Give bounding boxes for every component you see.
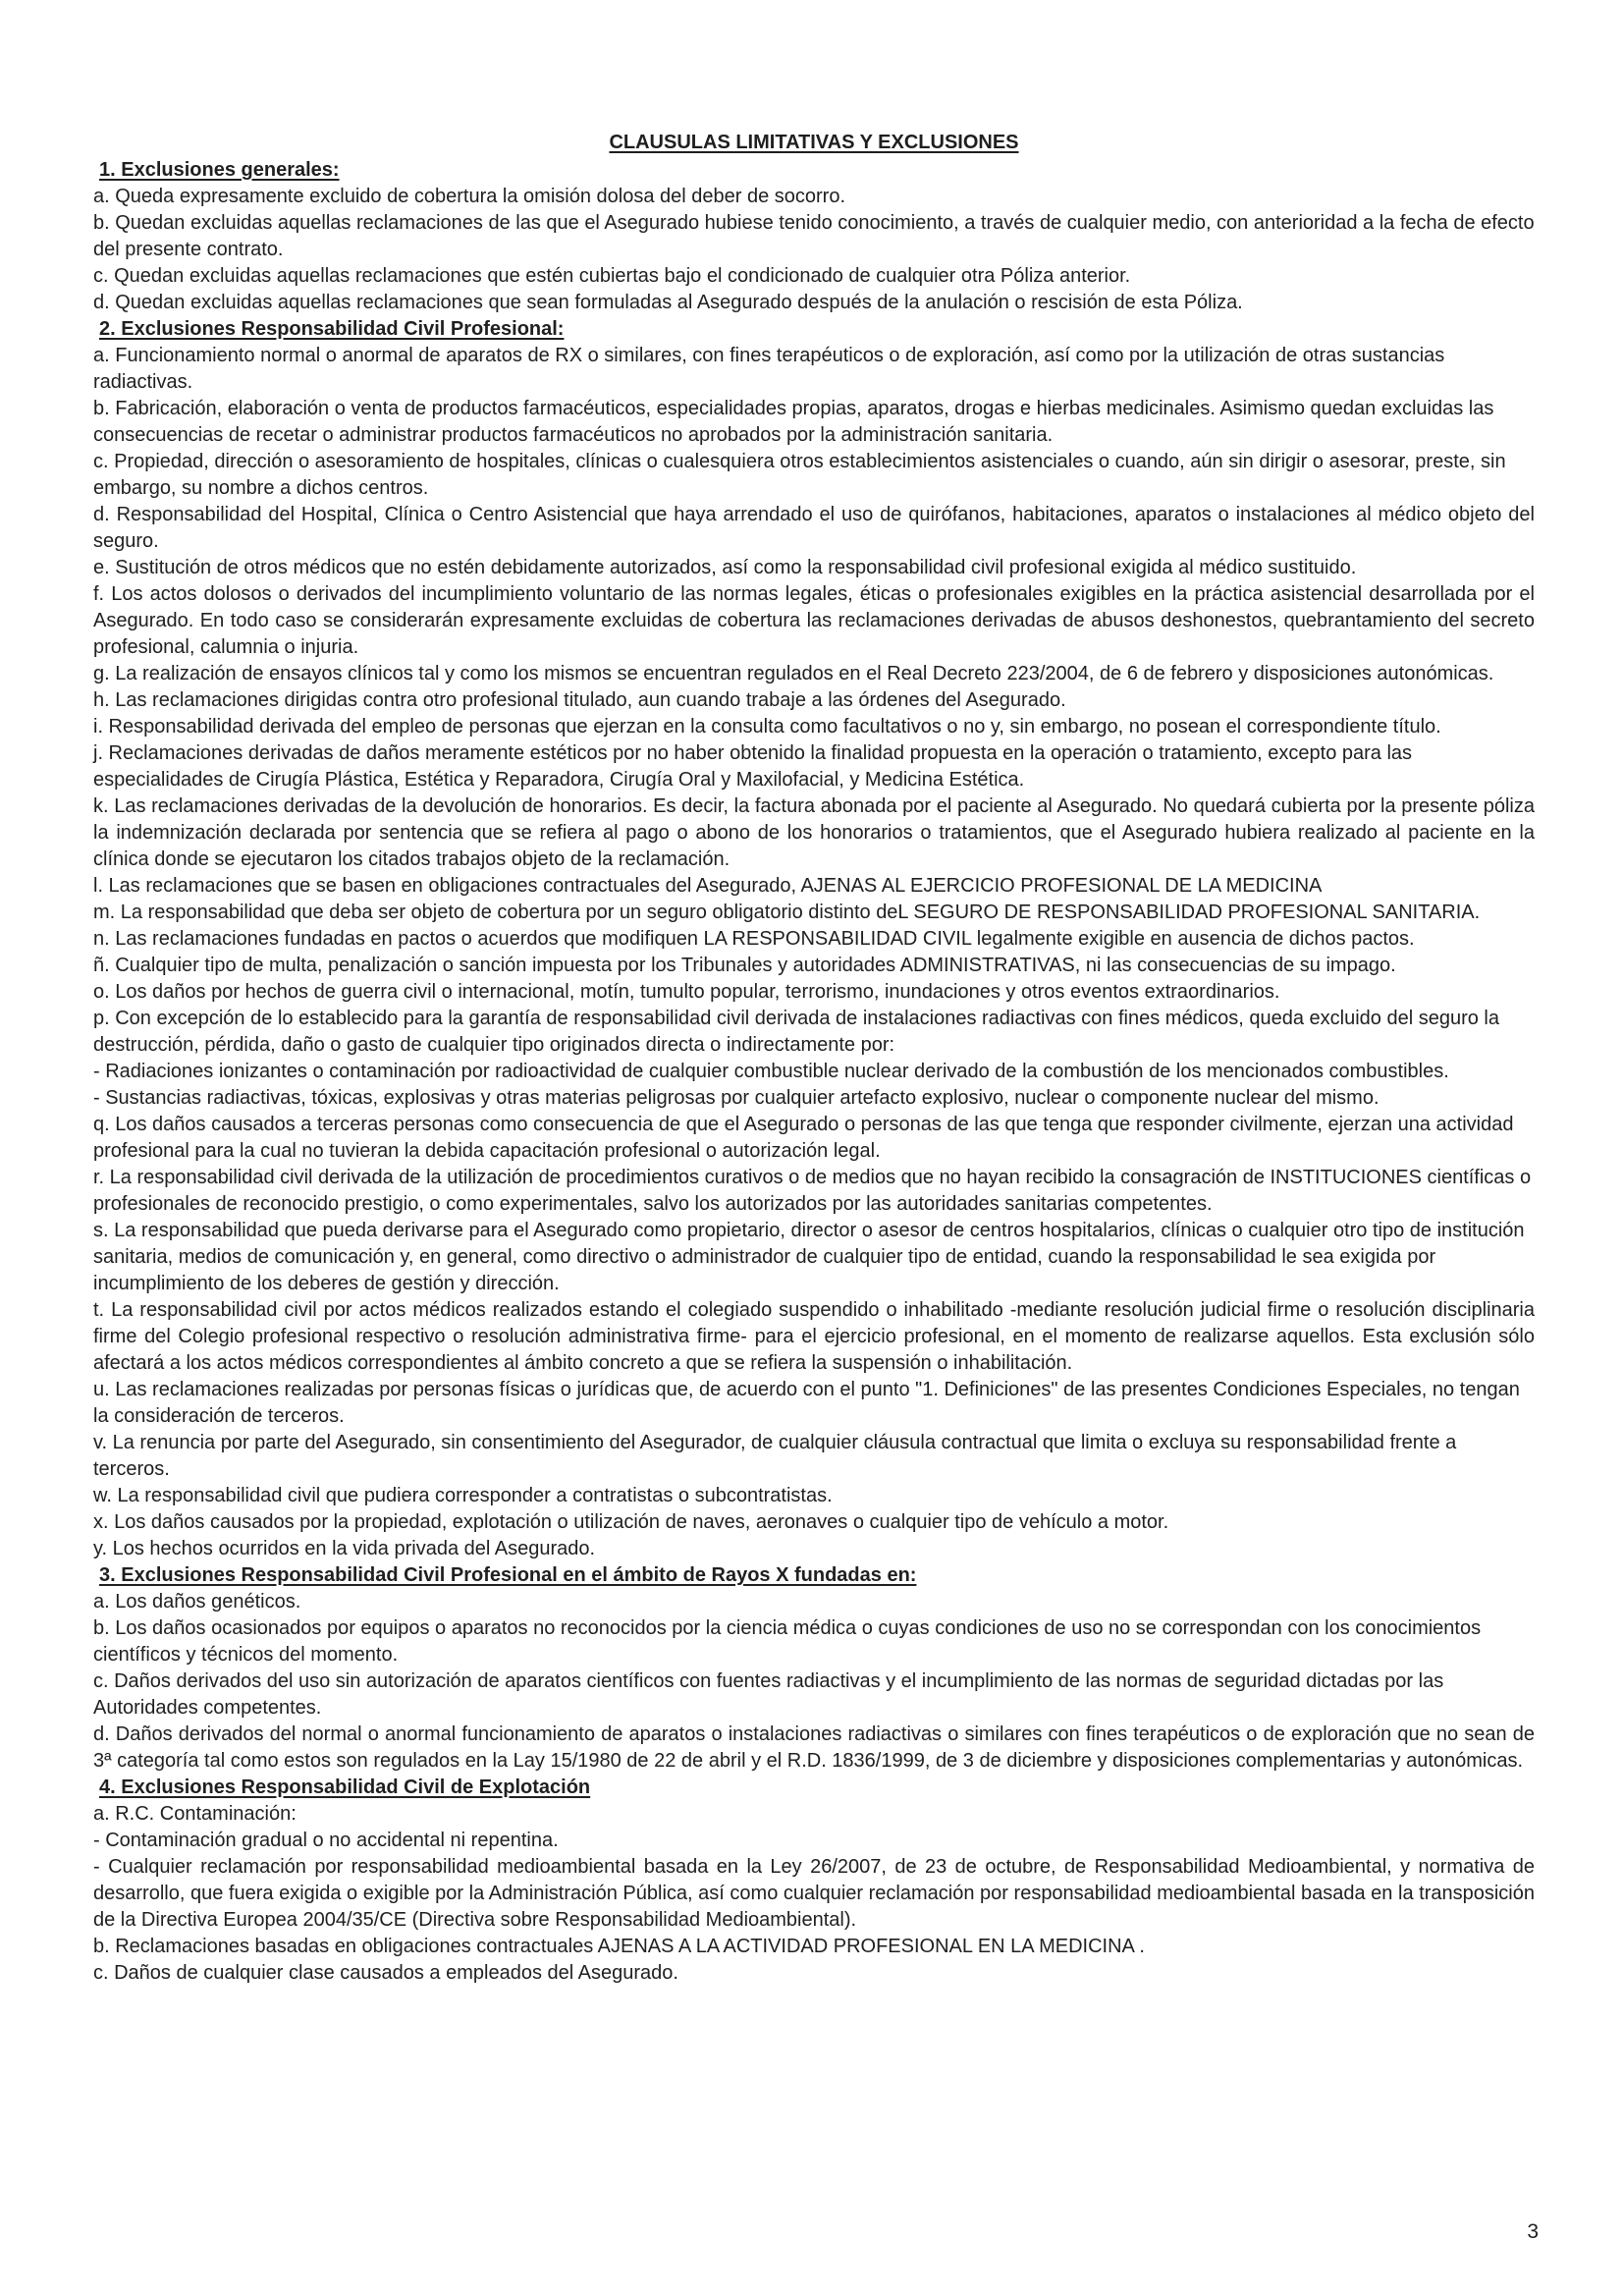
document-content: [93, 130, 1535, 1987]
clause-item: n. Las reclamaciones fundadas en pactos o acuerdos que modifiquen LA RESPONSABILIDAD CIVIL legalmente exigible en ausencia de dichos pactos.: [93, 928, 1415, 950]
clause-item: y. Los hechos ocurridos en la vida privada del Asegurado.: [93, 1538, 596, 1559]
clause-item: s. La responsabilidad que pueda derivarse para el Asegurado como propietario, director o asesor de centros hospitalarios, clínicas o cualquier otro tipo de institución sanitaria, medios de comunicación y, en general, como directivo o administrador de cualquier tipo de entidad, cuando la responsabilidad le sea exigida por incumplimiento de los deberes de gestión y dirección.: [93, 1220, 1525, 1294]
clause-item: x. Los daños causados por la propiedad, explotación o utilización de naves, aeronaves o cualquier tipo de vehículo a motor.: [93, 1511, 1169, 1533]
clause-item: h. Las reclamaciones dirigidas contra otro profesional titulado, aun cuando trabaje a las órdenes del Asegurado.: [93, 689, 1066, 711]
clause-item: d. Daños derivados del normal o anormal funcionamiento de aparatos o instalaciones radiactivas o similares con fines terapéuticos o de exploración que no sean de 3ª categoría tal como estos son regulados en la Lay 15/1980 de 22 de abril y el R.D. 1836/1999, de 3 de diciembre y disposiciones complementarias y autonómicas.: [93, 1723, 1535, 1772]
clause-item: - Contaminación gradual o no accidental ni repentina.: [93, 1830, 559, 1851]
clause-item: b. Fabricación, elaboración o venta de productos farmacéuticos, especialidades propias, aparatos, drogas e hierbas medicinales. Asimismo quedan excluidas las consecuencias de recetar o administrar productos farmacéuticos no aprobados por la administración sanitaria.: [93, 398, 1494, 446]
clause-item: t. La responsabilidad civil por actos médicos realizados estando el colegiado suspendido o inhabilitado -mediante resolución judicial firme o resolución disciplinaria firme del Colegio profesional respectivo o resolución administrativa firme- para el ejercicio profesional, en el momento de realizarse aquellos. Esta exclusión sólo afectará a los actos médicos correspondientes al ámbito concreto a que se refiera la suspensión o inhabilitación.: [93, 1299, 1535, 1374]
clause-item: v. La renuncia por parte del Asegurado, sin consentimiento del Asegurador, de cualquier cláusula contractual que limita o excluya su responsabilidad frente a terceros.: [93, 1432, 1457, 1480]
clause-item: e. Sustitución de otros médicos que no estén debidamente autorizados, así como la responsabilidad civil profesional exigida al médico sustituido.: [93, 557, 1357, 578]
clause-item: c. Daños derivados del uso sin autorización de aparatos científicos con fuentes radiactivas y el incumplimiento de las normas de seguridad dictadas por las Autoridades competentes.: [93, 1670, 1444, 1719]
clause-item: d. Quedan excluidas aquellas reclamaciones que sean formuladas al Asegurado después de la anulación o rescisión de esta Póliza.: [93, 292, 1243, 313]
clause-item: b. Quedan excluidas aquellas reclamaciones de las que el Asegurado hubiese tenido conocimiento, a través de cualquier medio, con anterioridad a la fecha de efecto del presente contrato.: [93, 212, 1535, 260]
clause-item: w. La responsabilidad civil que pudiera corresponder a contratistas o subcontratistas.: [93, 1485, 833, 1506]
clause-item: u. Las reclamaciones realizadas por personas físicas o jurídicas que, de acuerdo con el punto "1. Definiciones" de las presentes Condiciones Especiales, no tengan la consideración de terceros.: [93, 1379, 1520, 1427]
clause-item: k. Las reclamaciones derivadas de la devolución de honorarios. Es decir, la factura abonada por el paciente al Asegurado. No quedará cubierta por la presente póliza la indemnización declarada por sentencia que se refiera al pago o abono de los honorarios o tratamientos, que el Asegurado hubiera realizado al paciente en la clínica donde se ejecutaron los citados trabajos objeto de la reclamación.: [93, 795, 1535, 870]
clause-item: - Cualquier reclamación por responsabilidad medioambiental basada en la Ley 26/2007, de 23 de octubre, de Responsabilidad Medioambiental, y normativa de desarrollo, que fuera exigida o exigible por la Administración Pública, así como cualquier reclamación por responsabilidad medioambiental basada en la transposición de la Directiva Europea 2004/35/CE (Directiva sobre Responsabilidad Medioambiental).: [93, 1856, 1535, 1931]
clause-item: j. Reclamaciones derivadas de daños meramente estéticos por no haber obtenido la finalidad propuesta en la operación o tratamiento, excepto para las especialidades de Cirugía Plástica, Estética y Reparadora, Cirugía Oral y Maxilofacial, y Medicina Estética.: [93, 742, 1413, 791]
clause-item: d. Responsabilidad del Hospital, Clínica o Centro Asistencial que haya arrendado el uso de quirófanos, habitaciones, aparatos o instalaciones al médico objeto del seguro.: [93, 504, 1535, 552]
clause-item: o. Los daños por hechos de guerra civil o internacional, motín, tumulto popular, terrorismo, inundaciones y otros eventos extraordinarios.: [93, 981, 1280, 1003]
clause-item: g. La realización de ensayos clínicos tal y como los mismos se encuentran regulados en el Real Decreto 223/2004, de 6 de febrero y disposiciones autonómicas.: [93, 663, 1494, 684]
clause-item: i. Responsabilidad derivada del empleo de personas que ejerzan en la consulta como facultativos o no y, sin embargo, no posean el correspondiente título.: [93, 716, 1441, 738]
clause-item: c. Propiedad, dirección o asesoramiento de hospitales, clínicas o cualesquiera otros establecimientos asistenciales o cuando, aún sin dirigir o asesorar, preste, sin embargo, su nombre a dichos centros.: [93, 451, 1506, 499]
clause-item: a. R.C. Contaminación:: [93, 1803, 297, 1825]
clause-item: - Sustancias radiactivas, tóxicas, explosivas y otras materias peligrosas por cualquier artefacto explosivo, nuclear o componente nuclear del mismo.: [93, 1087, 1380, 1109]
clause-item: ñ. Cualquier tipo de multa, penalización o sanción impuesta por los Tribunales y autoridades ADMINISTRATIVAS, ni las consecuencias de su impago.: [93, 955, 1396, 976]
clause-item: a. Queda expresamente excluido de cobertura la omisión dolosa del deber de socorro.: [93, 186, 846, 207]
clause-item: r. La responsabilidad civil derivada de la utilización de procedimientos curativos o de medios que no hayan recibido la consagración de INSTITUCIONES científicas o profesionales de reconocido prestigio, o como experimentales, salvo los autorizados por las autoridades sanitarias competentes.: [93, 1167, 1532, 1215]
page-number: 3: [1527, 2220, 1539, 2243]
page-title: CLAUSULAS LIMITATIVAS Y EXCLUSIONES: [609, 132, 1019, 153]
section-heading-rayos-x: 3. Exclusiones Responsabilidad Civil Profesional en el ámbito de Rayos X fundadas en:: [99, 1564, 917, 1586]
clause-item: a. Funcionamiento normal o anormal de aparatos de RX o similares, con fines terapéuticos o de exploración, así como por la utilización de otras sustancias radiactivas.: [93, 345, 1445, 393]
clause-item: c. Quedan excluidas aquellas reclamaciones que estén cubiertas bajo el condicionado de cualquier otra Póliza anterior.: [93, 265, 1131, 287]
clause-item: b. Reclamaciones basadas en obligaciones contractuales AJENAS A LA ACTIVIDAD PROFESIONAL EN LA MEDICINA .: [93, 1936, 1145, 1957]
clause-item: p. Con excepción de lo establecido para la garantía de responsabilidad civil derivada de instalaciones radiactivas con fines médicos, queda excluido del seguro la destrucción, pérdida, daño o gasto de cualquier tipo originados directa o indirectamente por:: [93, 1008, 1499, 1056]
clause-item: b. Los daños ocasionados por equipos o aparatos no reconocidos por la ciencia médica o cuyas condiciones de uso no se correspondan con los conocimientos científicos y técnicos del momento.: [93, 1617, 1482, 1666]
clause-item: c. Daños de cualquier clase causados a empleados del Asegurado.: [93, 1962, 678, 1984]
clause-item: l. Las reclamaciones que se basen en obligaciones contractuales del Asegurado, AJENAS AL EJERCICIO PROFESIONAL DE LA MEDICINA: [93, 875, 1323, 897]
clause-item: - Radiaciones ionizantes o contaminación por radioactividad de cualquier combustible nuclear derivado de la combustión de los mencionados combustibles.: [93, 1061, 1449, 1082]
section-heading-exclusiones-generales: 1. Exclusiones generales:: [99, 159, 340, 181]
clause-item: m. La responsabilidad que deba ser objeto de cobertura por un seguro obligatorio distinto deL SEGURO DE RESPONSABILIDAD PROFESIONAL SANITARIA.: [93, 902, 1481, 923]
clause-item: q. Los daños causados a terceras personas como consecuencia de que el Asegurado o personas de las que tenga que responder civilmente, ejerzan una actividad profesional para la cual no tuvieran la debida capacitación profesional o autorización legal.: [93, 1114, 1514, 1162]
section-heading-rc-explotacion: 4. Exclusiones Responsabilidad Civil de Explotación: [99, 1777, 591, 1798]
section-heading-rc-profesional: 2. Exclusiones Responsabilidad Civil Profesional:: [99, 318, 565, 340]
clause-item: f. Los actos dolosos o derivados del incumplimiento voluntario de las normas legales, éticas o profesionales exigibles en la práctica asistencial desarrollada por el Asegurado. En todo caso se considerarán expresamente excluidas de cobertura las reclamaciones derivadas de abusos deshonestos, quebrantamiento del secreto profesional, calumnia o injuria.: [93, 583, 1535, 658]
clause-item: a. Los daños genéticos.: [93, 1591, 301, 1613]
